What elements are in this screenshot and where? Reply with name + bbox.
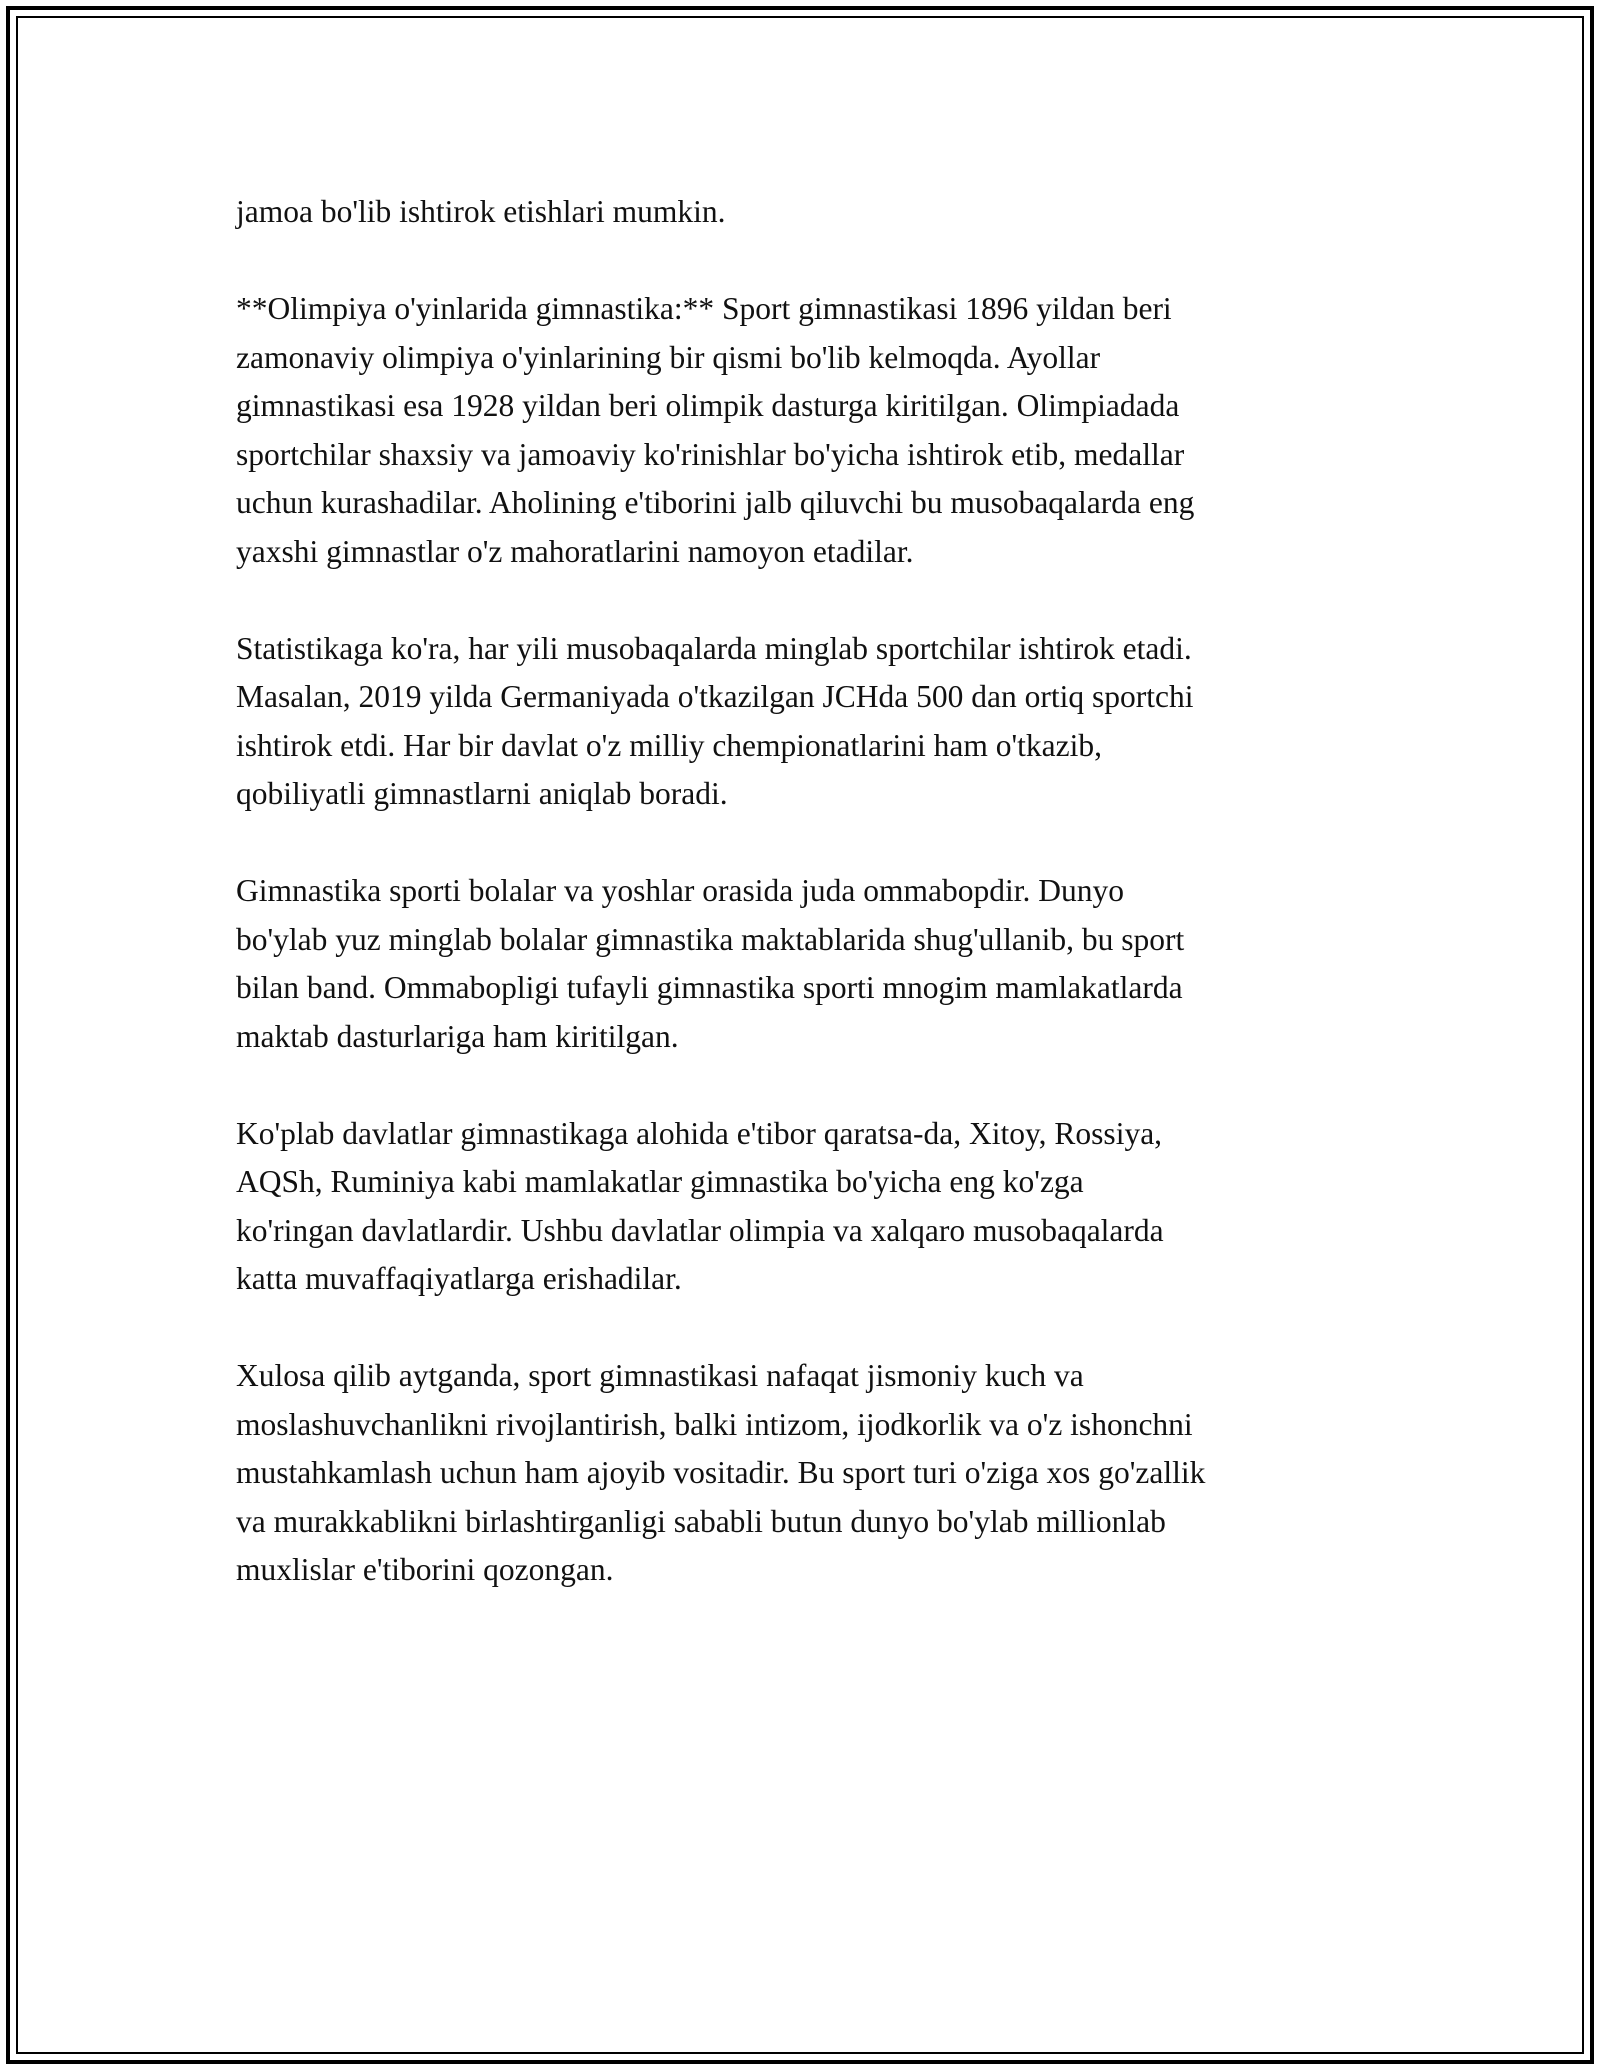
paragraph-youth-popularity: Gimnastika sporti bolalar va yoshlar orasida juda ommabopdir. Dunyo bo'ylab yuz minglab bolalar gimnastika maktablarida shug'ullanib, bu sport bilan band. Ommabopligi tufayli gimnastika sporti mnogim mamlakatlarda maktab dasturlariga ham kiritilgan. <box>236 873 1185 1054</box>
paragraph-olympic-gymnastics: **Olimpiya o'yinlarida gimnastika:** Sport gimnastikasi 1896 yildan beri zamonaviy olimpiya o'yinlarining bir qismi bo'lib kelmoqda. Ayollar gimnastikasi esa 1928 yildan beri olimpik dasturga kiritilgan. Olimpiadada sportchilar shaxsiy va jamoaviy ko'rinishlar bo'yicha ishtirok etib, medallar uchun kurashadilar. Aholining e'tiborini jalb qiluvchi bu musobaqalarda eng yaxshi gimnastlar o'z mahoratlarini namoyon etadilar. <box>236 291 1195 569</box>
paragraph-continuation: jamoa bo'lib ishtirok etishlari mumkin. <box>236 194 726 229</box>
document-body <box>236 188 1386 1643</box>
paragraph-leading-countries: Ko'plab davlatlar gimnastikaga alohida e'tibor qaratsa-da, Xitoy, Rossiya, AQSh, Ruminiya kabi mamlakatlar gimnastika bo'yicha eng ko'zga ko'ringan davlatlardir. Ushbu davlatlar olimpia va xalqaro musobaqalarda katta muvaffaqiyatlarga erishadilar. <box>236 1115 1164 1296</box>
paragraph-statistics: Statistikaga ko'ra, har yili musobaqalarda minglab sportchilar ishtirok etadi. Masalan, 2019 yilda Germaniyada o'tkazilgan JCHda 500 dan ortiq sportchi ishtirok etdi. Har bir davlat o'z milliy chempionatlarini ham o'tkazib, qobiliyatli gimnastlarni aniqlab boradi. <box>236 630 1194 811</box>
paragraph-conclusion: Xulosa qilib aytganda, sport gimnastikasi nafaqat jismoniy kuch va moslashuvchanlikni rivojlantirish, balki intizom, ijodkorlik va o'z ishonchni mustahkamlash uchun ham ajoyib vositadir. Bu sport turi o'ziga xos go'zallik va murakkablikni birlashtirganligi sababli butun dunyo bo'ylab millionlab muxlislar e'tiborini qozongan. <box>236 1358 1206 1587</box>
